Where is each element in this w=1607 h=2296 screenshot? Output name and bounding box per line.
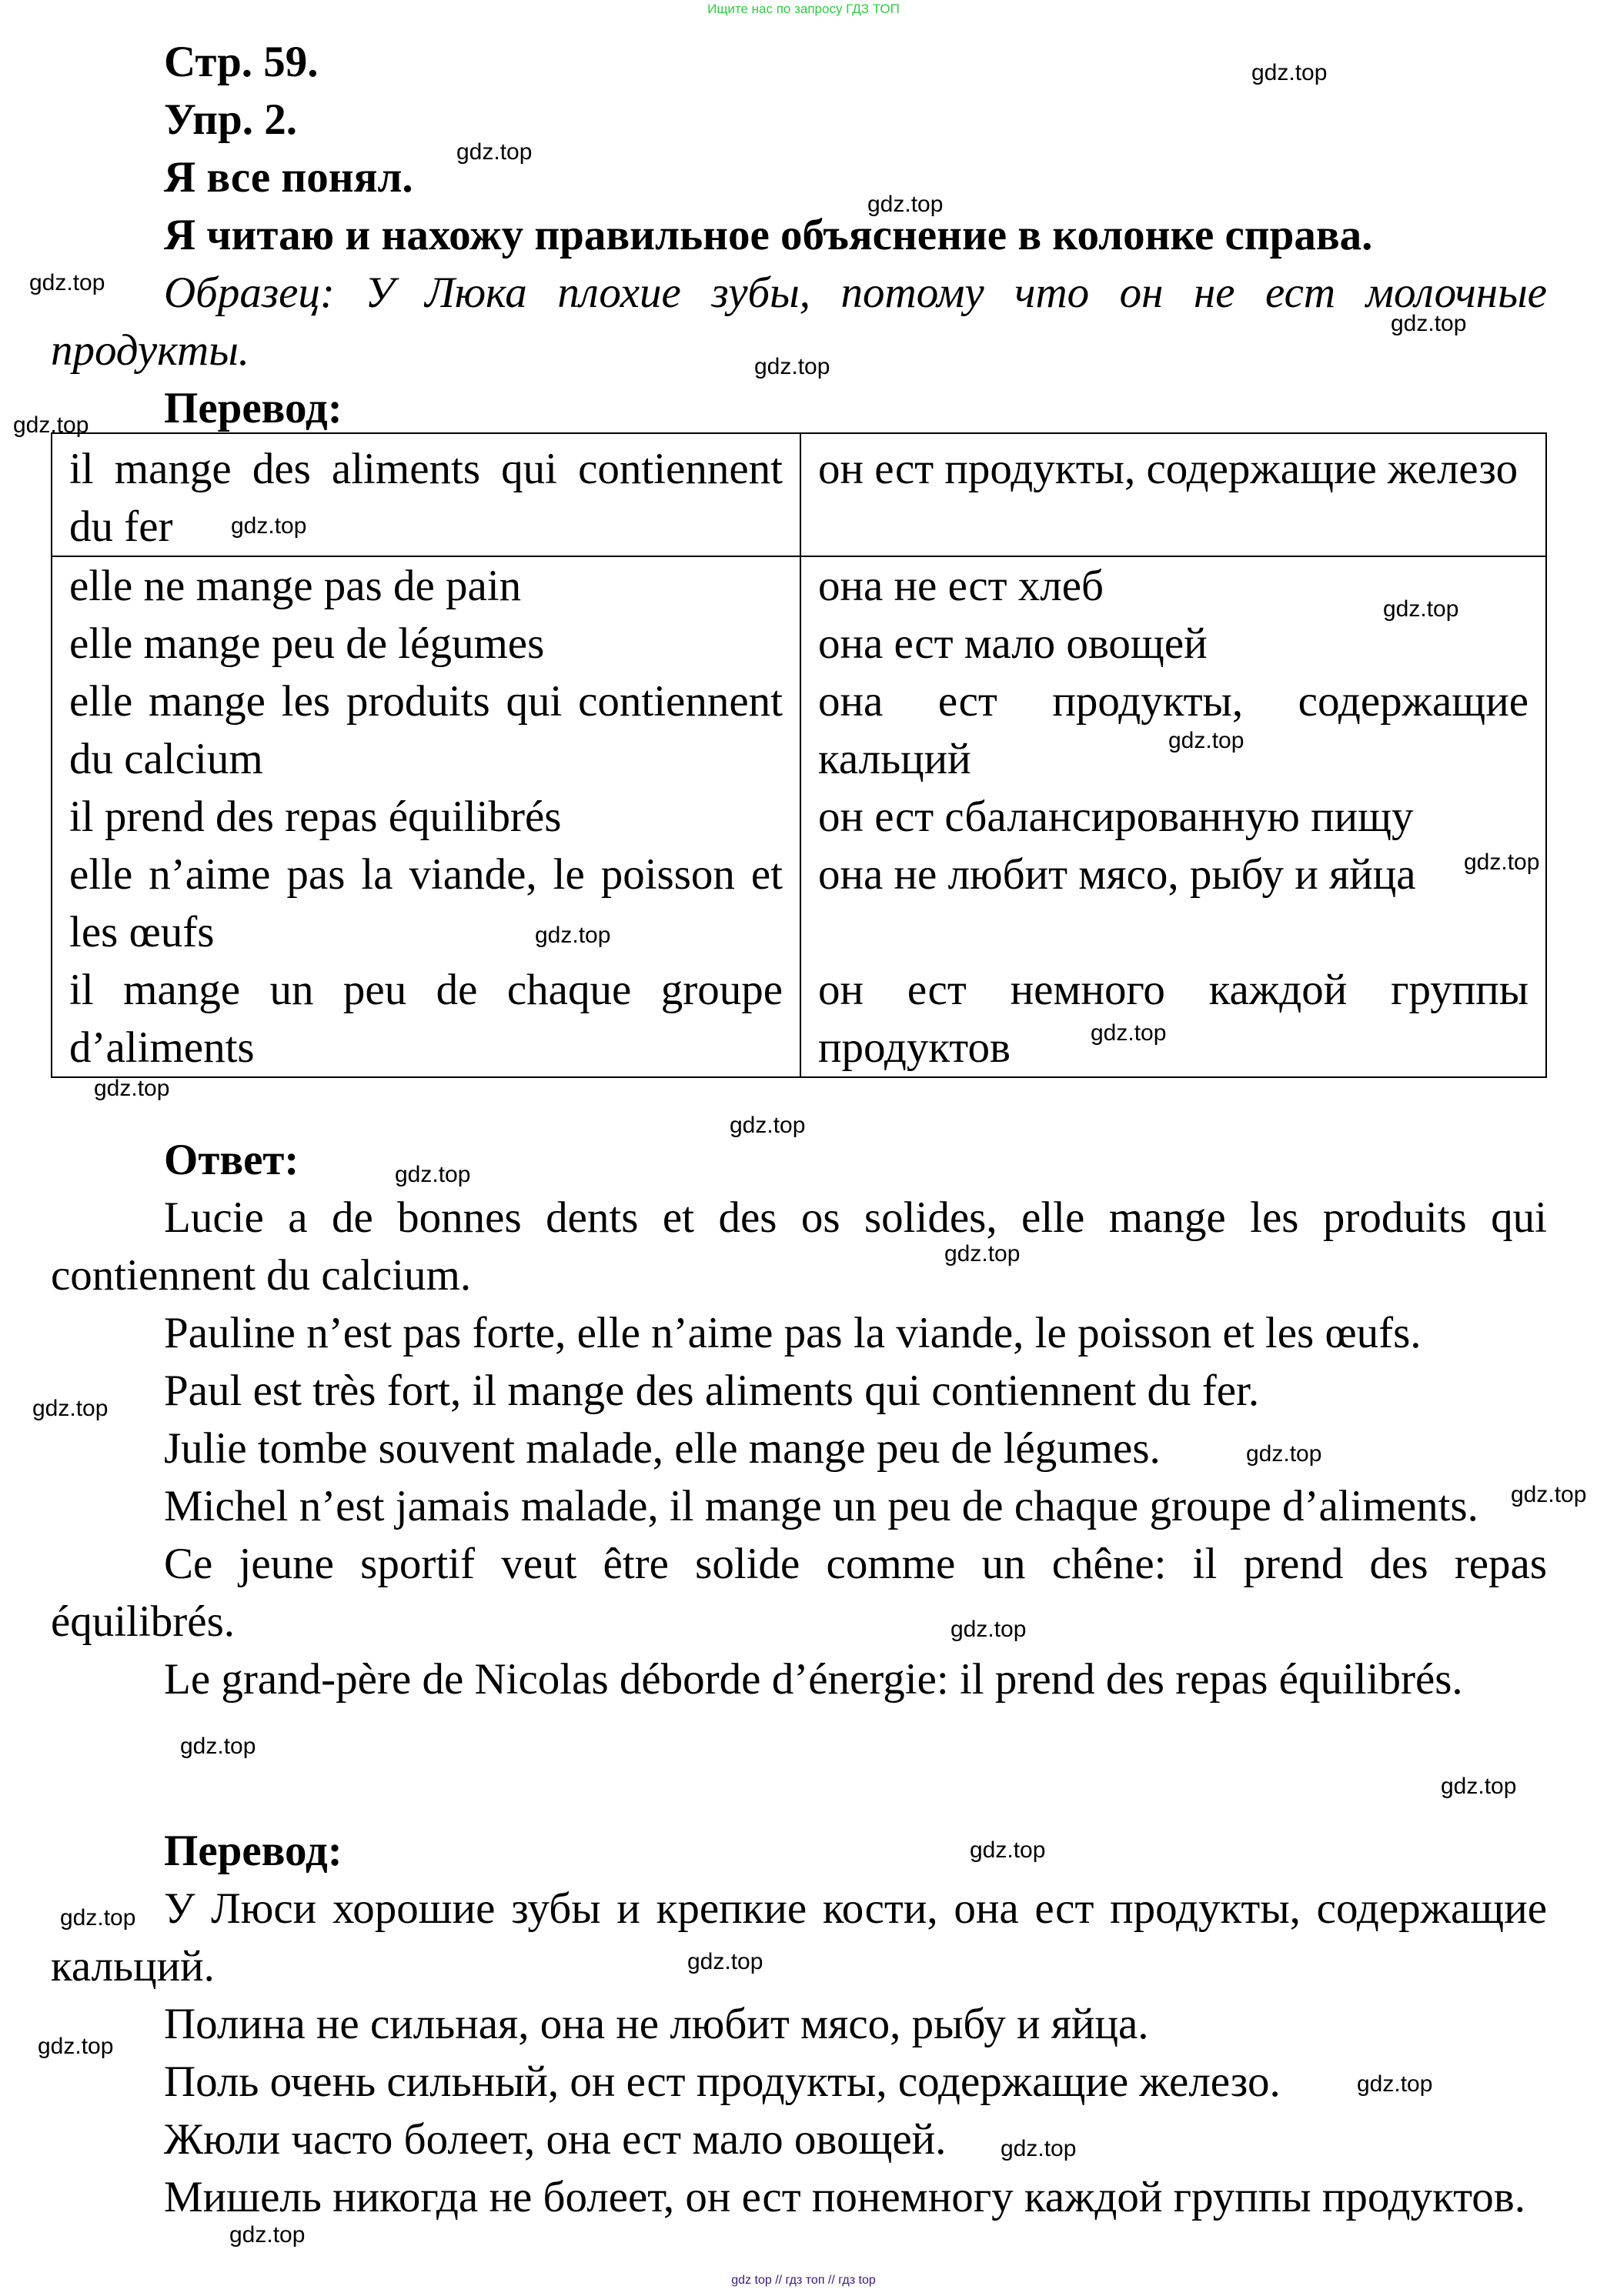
translation-line: Полина не сильная, она не любит мясо, рыбу и яйца.: [164, 2000, 1149, 2048]
watermark: gdz.top: [1383, 596, 1459, 622]
russian-cell: он ест сбалансированную пищу: [800, 788, 1546, 846]
french-cell: elle mange les produits qui contiennent du calcium: [52, 672, 800, 788]
table-row: [52, 672, 1546, 788]
heading-task: Я читаю и нахожу правильное объяснение в колонке справа.: [164, 211, 1373, 259]
translation-label: Перевод:: [164, 1827, 342, 1875]
watermark: gdz.top: [867, 192, 944, 217]
watermark: gdz.top: [1357, 2071, 1433, 2097]
french-cell: il mange des aliments qui contiennent du fer: [52, 433, 800, 556]
top-banner: Ищите нас по запросу ГДЗ ТОП: [707, 2, 900, 16]
french-cell: il prend des repas équilibrés: [52, 788, 800, 846]
russian-cell: она ест продукты, содержащие кальций: [800, 672, 1546, 788]
watermark: gdz.top: [60, 1905, 136, 1931]
heading-understood: Я все понял.: [164, 153, 413, 202]
russian-cell: он ест немного каждой группы продуктов: [800, 961, 1546, 1077]
translation-label: Перевод:: [164, 384, 342, 432]
watermark: gdz.top: [1464, 849, 1540, 875]
russian-cell: она не ест хлеб: [800, 556, 1546, 615]
table-row: [52, 846, 1546, 961]
watermark: gdz.top: [38, 2034, 114, 2059]
watermark: gdz.top: [13, 412, 89, 438]
french-cell: elle mange peu de légumes: [52, 615, 800, 672]
exercise-number: Упр. 2.: [164, 95, 297, 144]
answer-line: Michel n’est jamais malade, il mange un peu de chaque groupe d’aliments.: [164, 1482, 1478, 1530]
watermark: gdz.top: [1246, 1441, 1322, 1467]
watermark: gdz.top: [730, 1113, 806, 1138]
watermark: gdz.top: [1168, 728, 1245, 753]
watermark: gdz.top: [535, 923, 611, 948]
page-number: Стр. 59.: [164, 38, 319, 86]
watermark: gdz.top: [29, 270, 105, 295]
russian-cell: она не любит мясо, рыбу и яйца: [800, 846, 1546, 961]
watermark: gdz.top: [1001, 2136, 1077, 2161]
table-row: [52, 615, 1546, 672]
sample-text: Образец: У Люка плохие зубы, потому что он не ест молочные продукты.: [51, 269, 1547, 375]
watermark: gdz.top: [687, 1949, 763, 1974]
translation-line: Поль очень сильный, он ест продукты, содержащие железо.: [164, 2057, 1281, 2106]
answer-section: [51, 1131, 1547, 1708]
watermark: gdz.top: [944, 1241, 1021, 1266]
answer-line: Julie tombe souvent malade, elle mange peu de légumes.: [164, 1424, 1161, 1473]
translation-section: [51, 1822, 1547, 2226]
watermark: gdz.top: [395, 1162, 471, 1187]
french-cell: elle n’aime pas la viande, le poisson et les œufs: [52, 846, 800, 961]
watermark: gdz.top: [231, 513, 307, 539]
watermark: gdz.top: [1511, 1482, 1587, 1507]
answer-line: Lucie a de bonnes dents et des os solides, elle mange les produits qui contiennent du calcium.: [51, 1193, 1547, 1300]
translation-line: У Люси хорошие зубы и крепкие кости, она ест продукты, содержащие кальций.: [51, 1884, 1547, 1991]
watermark: gdz.top: [970, 1837, 1046, 1863]
russian-cell: она ест мало овощей: [800, 615, 1546, 672]
table-row: [52, 961, 1546, 1077]
watermark: gdz.top: [1441, 1774, 1517, 1799]
watermark: gdz.top: [229, 2222, 306, 2248]
watermark: gdz.top: [456, 139, 533, 165]
watermark: gdz.top: [32, 1396, 109, 1421]
answer-line: Pauline n’est pas forte, elle n’aime pas la viande, le poisson et les œufs.: [164, 1309, 1422, 1357]
watermark: gdz.top: [951, 1617, 1027, 1642]
watermark: gdz.top: [94, 1076, 170, 1101]
table-row: [52, 788, 1546, 846]
answer-label: Ответ:: [164, 1136, 299, 1184]
watermark: gdz.top: [1091, 1020, 1167, 1046]
watermark: gdz.top: [754, 354, 830, 379]
watermark: gdz.top: [1251, 60, 1328, 85]
answer-line: Paul est très fort, il mange des aliments qui contiennent du fer.: [164, 1367, 1260, 1415]
translation-line: Мишель никогда не болеет, он ест понемногу каждой группы продуктов.: [164, 2173, 1525, 2221]
russian-cell: он ест продукты, содержащие железо: [800, 433, 1546, 556]
watermark: gdz.top: [1391, 311, 1467, 336]
table-row: [52, 556, 1546, 615]
translation-line: Жюли часто болеет, она ест мало овощей.: [164, 2115, 947, 2164]
answer-line: Ce jeune sportif veut être solide comme un chêne: il prend des repas équilibrés.: [51, 1540, 1547, 1646]
answer-line: Le grand-père de Nicolas déborde d’énergie: il prend des repas équilibrés.: [164, 1655, 1463, 1704]
watermark: gdz.top: [180, 1734, 256, 1759]
footer-banner: gdz top // гдз топ // гдз top: [731, 2274, 876, 2287]
french-cell: il mange un peu de chaque groupe d’aliments: [52, 961, 800, 1077]
french-cell: elle ne mange pas de pain: [52, 556, 800, 615]
